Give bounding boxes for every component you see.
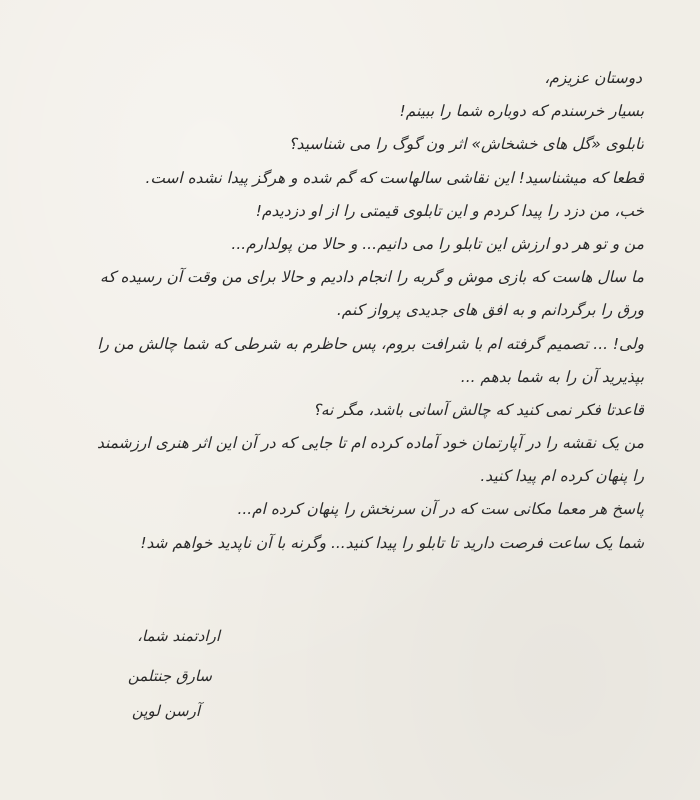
letter-closing: ارادتمند شما،	[137, 627, 220, 645]
letter-line: ولی! ... تصمیم گرفته ام با شرافت بروم، پس حاظرم به شرطی که شما چالش من را	[97, 334, 644, 353]
signature-title: سارق جنتلمن	[127, 667, 212, 685]
letter-line: را پنهان کرده ام پیدا کنید.	[480, 467, 644, 486]
letter-line: قاعدتا فکر نمی کنید که چالش آسانی باشد، مگر نه؟	[312, 400, 644, 419]
letter-line: بسیار خرسندم که دوباره شما را ببینم!	[399, 102, 644, 121]
signature-name: آرسن لوپن	[131, 702, 200, 720]
letter-line: شما یک ساعت فرصت دارید تا تابلو را پیدا کنید... وگرنه با آن ناپدید خواهم شد!	[140, 533, 644, 552]
letter-line: قطعا که میشناسید! این نقاشی سالهاست که گم شده و هرگز پیدا نشده است.	[145, 168, 644, 187]
letter-line: بپذیرید آن را به شما بدهم ...	[460, 367, 644, 386]
letter-line: من و تو هر دو ارزش این تابلو را می دانیم... و حالا من پولدارم...	[231, 234, 644, 253]
letter-body	[60, 62, 644, 560]
letter-greeting: دوستان عزیزم،	[544, 69, 642, 87]
letter-line: پاسخ هر معما مکانی ست که در آن سرنخش را پنهان کرده ام...	[237, 500, 644, 519]
letter-line: ما سال هاست که بازی موش و گربه را انجام دادیم و حالا برای من وقت آن رسیده که	[100, 268, 644, 287]
letter-line: خب، من دزد را پیدا کردم و این تابلوی قیمتی را از او دزدیدم!	[255, 201, 644, 220]
letter-line: تابلوی «گل های خشخاش» اثر ون گوگ را می شناسید؟	[288, 135, 644, 154]
letter-line: من یک نقشه را در آپارتمان خود آماده کرده ام تا جایی که در آن این اثر هنری ارزشمند	[97, 434, 644, 453]
letter-line: ورق را برگردانم و به افق های جدیدی پرواز کنم.	[336, 301, 644, 320]
